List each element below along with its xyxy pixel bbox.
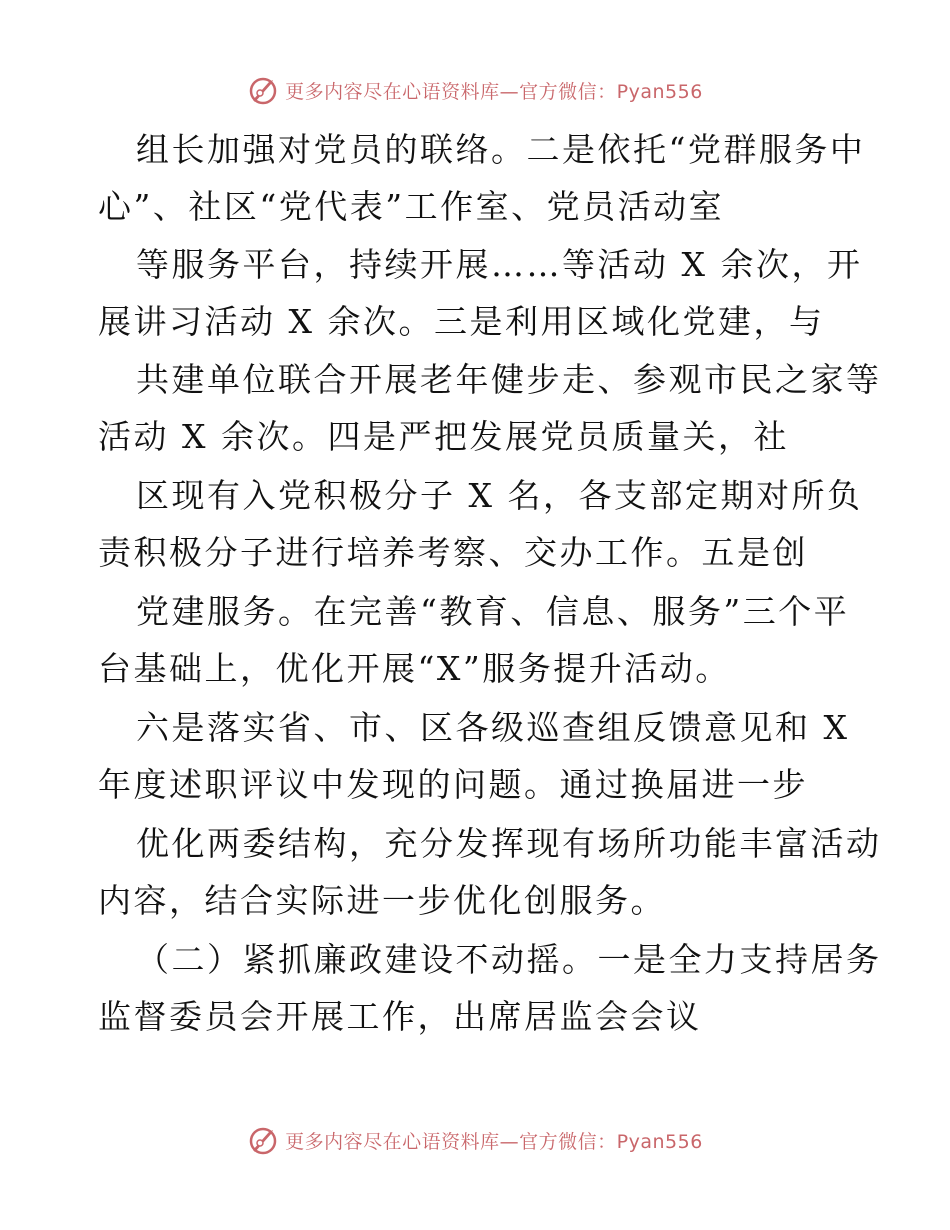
- body-line: 活动 X 余次。四是严把发展党员质量关，社: [98, 417, 789, 456]
- body-line: 共建单位联合开展老年健步走、参观市民之家等: [136, 360, 882, 399]
- watermark-text: 更多内容尽在心语资料库—官方微信：Pyan556: [285, 1130, 703, 1153]
- header-watermark: [0, 70, 950, 110]
- body-line: 组长加强对党员的联络。二是依托“党群服务中: [136, 130, 866, 169]
- body-line: 监督委员会开展工作，出席居监会会议: [98, 997, 702, 1036]
- watermark-text: 更多内容尽在心语资料库—官方微信：Pyan556: [285, 80, 703, 103]
- body-line: 党建服务。在完善“教育、信息、服务”三个平: [136, 592, 850, 631]
- body-line: （二）紧抓廉政建设不动摇。一是全力支持居务: [136, 940, 882, 979]
- footer-watermark: [0, 1120, 950, 1160]
- brush-logo-icon: [247, 74, 279, 106]
- body-line: 台基础上，优化开展“X”服务提升活动。: [98, 649, 731, 688]
- body-line: 年度述职评议中发现的问题。通过换届进一步: [98, 765, 808, 804]
- brush-logo-icon: [247, 1124, 279, 1156]
- body-line: 六是落实省、市、区各级巡查组反馈意见和 X: [136, 708, 850, 747]
- body-line: 心”、社区“党代表”工作室、党员活动室: [98, 187, 725, 226]
- body-line: 优化两委结构，充分发挥现有场所功能丰富活动: [136, 824, 882, 863]
- body-line: 区现有入党积极分子 X 名，各支部定期对所负: [136, 476, 863, 515]
- body-line: 内容，结合实际进一步优化创服务。: [98, 881, 666, 920]
- body-line: 展讲习活动 X 余次。三是利用区域化党建，与: [98, 302, 825, 341]
- body-line: 责积极分子进行培养考察、交办工作。五是创: [98, 533, 808, 572]
- body-line: 等服务平台，持续开展……等活动 X 余次，开: [136, 245, 863, 284]
